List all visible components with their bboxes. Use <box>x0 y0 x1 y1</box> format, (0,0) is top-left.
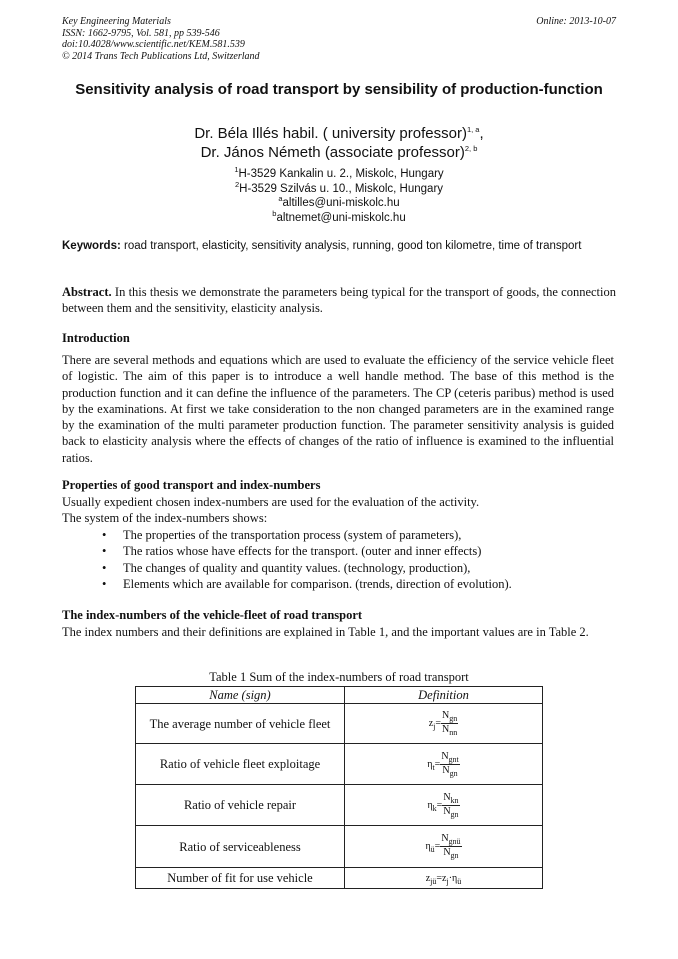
row-name: Ratio of vehicle repair <box>136 785 345 826</box>
row-name: Ratio of vehicle fleet exploitage <box>136 744 345 785</box>
abstract <box>62 284 616 316</box>
fleet-heading: The index-numbers of the vehicle-fleet of road transport <box>62 608 363 622</box>
keywords <box>62 238 616 254</box>
properties-heading: Properties of good transport and index-numbers <box>62 478 321 492</box>
row-name: Ratio of serviceableness <box>136 826 345 868</box>
table-row <box>136 744 543 785</box>
table-1-caption: Table 1 Sum of the index-numbers of road transport <box>209 670 469 684</box>
list-item: • The properties of the transportation process (system of parameters), <box>62 527 616 543</box>
issn: ISSN: 1662-9795, Vol. 581, pp 539-546 <box>62 27 220 39</box>
row-formula: $\eta_ü=$ $\frac{N_{gnü}}{N_{gn}}$ <box>345 826 543 868</box>
table-row <box>136 704 543 744</box>
table-header-row <box>136 687 543 704</box>
abstract-text: In this thesis we demonstrate the parameters being typical for the transport of goods, the connection between them and the sensitivity, elasticity analysis. <box>62 285 617 315</box>
introduction-heading: Introduction <box>62 331 130 345</box>
row-formula: $z_j=$ $\frac{N_{gn}}{N_{nn}}$ <box>345 704 543 744</box>
properties-list <box>62 527 616 592</box>
table-row <box>136 826 543 868</box>
email-b: $^b$altnemet@uni-miskolc.hu <box>272 208 406 224</box>
author-1: Dr. Béla Illés habil. ( university professor)$^{1, a}$, <box>194 125 484 142</box>
col-header-definition: Definition <box>345 687 543 704</box>
affiliation-1: $^1$H-3529 Kankalin u. 2., Miskolc, Hungary <box>234 165 444 180</box>
introduction-text: There are several methods and equations which are used to evaluate the efficiency of the service vehicle fleet of logistic. The aim of this paper is to introduce a well handle method. The base of this method is the production function and it can define the influence of the parameters. The CP (ceteris paribus) method is used by the examinations. At first we take consideration to the non changed parameters are in the examined range by the examination of the multi parameter production function. The parameter sensitivity analysis is guided back to elasticity analysis where the effects of changes of the ratio of influence is examined to the influential ratios. <box>62 353 614 465</box>
affiliation-2: $^2$H-3529 Szilvás u. 10., Miskolc, Hungary <box>234 179 444 195</box>
list-item: • The ratios whose have effects for the transport. (outer and inner effects) <box>62 543 616 559</box>
list-item: • Elements which are available for comparison. (trends, direction of evolution). <box>62 576 616 592</box>
row-name: Number of fit for use vehicle <box>136 868 345 889</box>
abstract-label: Abstract. <box>62 285 112 299</box>
online-date: Online: 2013-10-07 <box>536 16 616 27</box>
row-name: The average number of vehicle fleet <box>136 704 345 744</box>
copyright: © 2014 Trans Tech Publications Ltd, Switzerland <box>62 50 260 62</box>
author-2: Dr. János Németh (associate professor)$^{2, b}$ <box>200 144 478 161</box>
row-formula: $z_{jü}=z_j\cdot\eta_ü$ <box>345 868 543 889</box>
col-header-name: Name (sign) <box>136 687 345 704</box>
table-row <box>136 868 543 889</box>
journal-name: Key Engineering Materials <box>62 16 171 27</box>
properties-line-1: Usually expedient chosen index-numbers are used for the evaluation of the activity. <box>62 495 480 509</box>
table-1 <box>135 686 543 889</box>
keywords-text: road transport, elasticity, sensitivity analysis, running, good ton kilometre, time of transport <box>124 240 582 252</box>
email-a: $^a$altilles@uni-miskolc.hu <box>278 194 400 209</box>
properties-line-2: The system of the index-numbers shows: <box>62 511 268 525</box>
row-formula: $\eta_k=$ $\frac{N_{kn}}{N_{gn}}$ <box>345 785 543 826</box>
fleet-text: The index numbers and their definitions are explained in Table 1, and the important values are in Table 2. <box>62 625 589 639</box>
table-row <box>136 785 543 826</box>
doi: doi:10.4028/www.scientific.net/KEM.581.539 <box>62 39 245 51</box>
authors <box>62 124 616 162</box>
affiliations <box>62 167 616 225</box>
list-item: • The changes of quality and quantity values. (technology, production), <box>62 560 616 576</box>
keywords-label: Keywords: <box>62 240 121 252</box>
paper-title: Sensitivity analysis of road transport by sensibility of production-function <box>75 81 603 98</box>
row-formula: $\eta_t=$ $\frac{N_{gnt}}{N_{gn}}$ <box>345 744 543 785</box>
journal-header <box>62 16 260 62</box>
